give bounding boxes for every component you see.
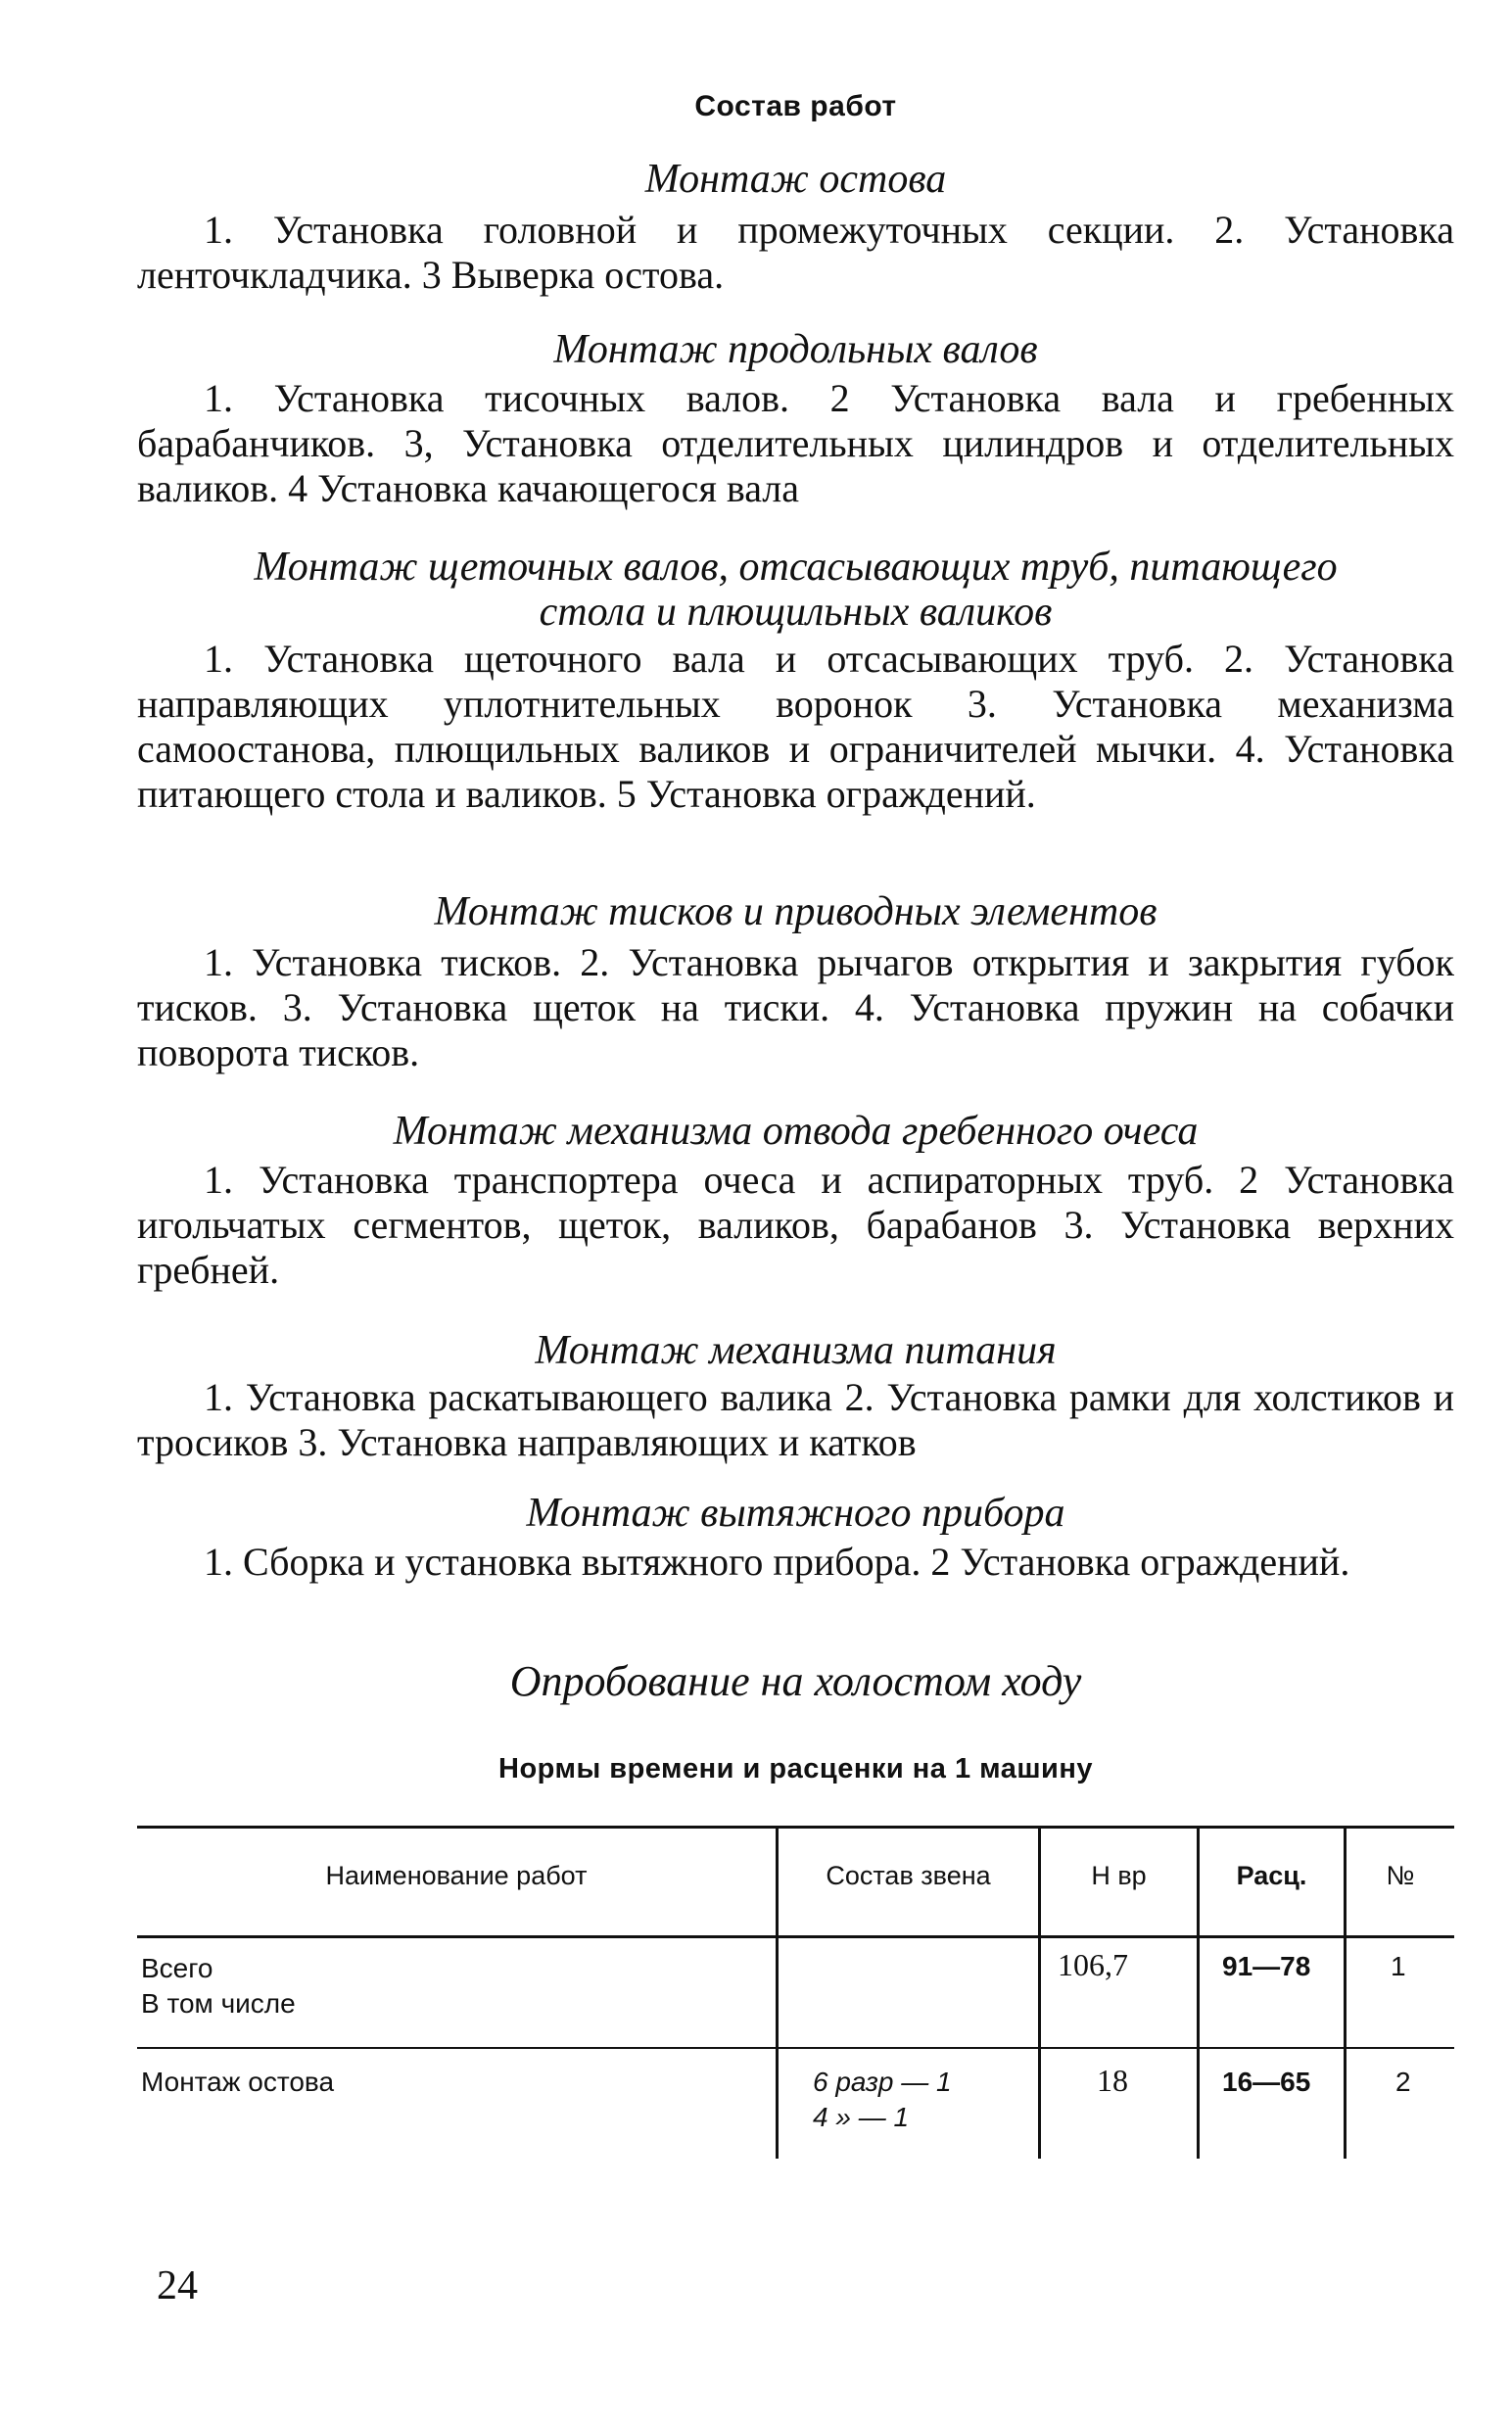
section-heading: Монтаж остова — [644, 157, 947, 202]
section-text: 1. Установка щеточного вала и отсасывающих труб. 2. Установка направляющих уплотнительных воронок 3. Установка механизма самоостанова, плющильных валиков и ограничителей мычки. 4. Установка питающего стола и валиков. 5 Установка ограждений. — [137, 637, 1454, 816]
column-header-name: Наименование работ — [325, 1861, 588, 1890]
table-cell-rate: 16—65 — [1222, 2067, 1311, 2097]
section-text: 1. Установка головной и промежуточных секции. 2. Установка ленточкладчика. 3 Выверка остова. — [137, 208, 1454, 297]
section-heading: Монтаж тисков и приводных элементов — [434, 889, 1158, 934]
table-cell-norm: 106,7 — [1058, 1947, 1128, 1982]
section-text: 1. Установка тисков. 2. Установка рычагов открытия и закрытия губок тисков. 3. Установка щеток на тиски. 4. Установка пружин на собачки поворота тисков. — [137, 940, 1454, 1074]
table-cell-norm: 18 — [1097, 2063, 1128, 2098]
section-text: 1. Сборка и установка вытяжного прибора. 2 Установка ограждений. — [204, 1540, 1350, 1584]
section-heading: стола и плющильных валиков — [539, 590, 1053, 635]
table-cell-rate: 91—78 — [1222, 1951, 1311, 1981]
column-header-crew: Состав звена — [826, 1861, 991, 1890]
section-text: 1. Установка тисочных валов. 2 Установка вала и гребенных барабанчиков. 3, Установка отделительных цилиндров и отделительных валиков. 4 Установка качающегося вала — [137, 376, 1454, 510]
table-cell-name-sub: В том числе — [141, 1988, 296, 2019]
final-heading: Опробование на холостом ходу — [509, 1657, 1082, 1705]
table-cell-number: 1 — [1391, 1951, 1406, 1981]
table-cell-number: 2 — [1395, 2067, 1411, 2097]
page-title: Состав работ — [694, 90, 897, 122]
section-heading: Монтаж продольных валов — [553, 327, 1038, 372]
section-text: 1. Установка транспортера очеса и аспираторных труб. 2 Установка игольчатых сегментов, щеток, валиков, барабанов 3. Установка верхних гребней. — [137, 1158, 1454, 1292]
table-top-rule — [137, 1826, 1454, 1829]
section-heading: Монтаж механизма питания — [535, 1328, 1057, 1373]
table-row-rule — [137, 2047, 1454, 2049]
section-text: 1. Установка раскатывающего валика 2. Установка рамки для холстиков и тросиков 3. Установка направляющих и катков — [137, 1375, 1454, 1464]
table-cell-name: Монтаж остова — [141, 2067, 335, 2097]
table-title: Нормы времени и расценки на 1 машину — [498, 1753, 1093, 1784]
column-header-number: № — [1386, 1861, 1415, 1890]
table-cell-crew-sub: 4 » — 1 — [813, 2102, 910, 2132]
section-heading: Монтаж щеточных валов, отсасывающих труб, питающего — [254, 545, 1338, 590]
section-heading: Монтаж вытяжного прибора — [526, 1491, 1065, 1536]
column-header-norm: Н вр — [1091, 1861, 1147, 1890]
section-heading: Монтаж механизма отвода гребенного очеса — [393, 1109, 1199, 1154]
table-cell-crew: 6 разр — 1 — [813, 2067, 952, 2097]
column-header-rate: Расц. — [1236, 1861, 1307, 1890]
table-cell-name: Всего — [141, 1953, 213, 1983]
page-number: 24 — [157, 2263, 198, 2308]
table-header-rule — [137, 1935, 1454, 1938]
